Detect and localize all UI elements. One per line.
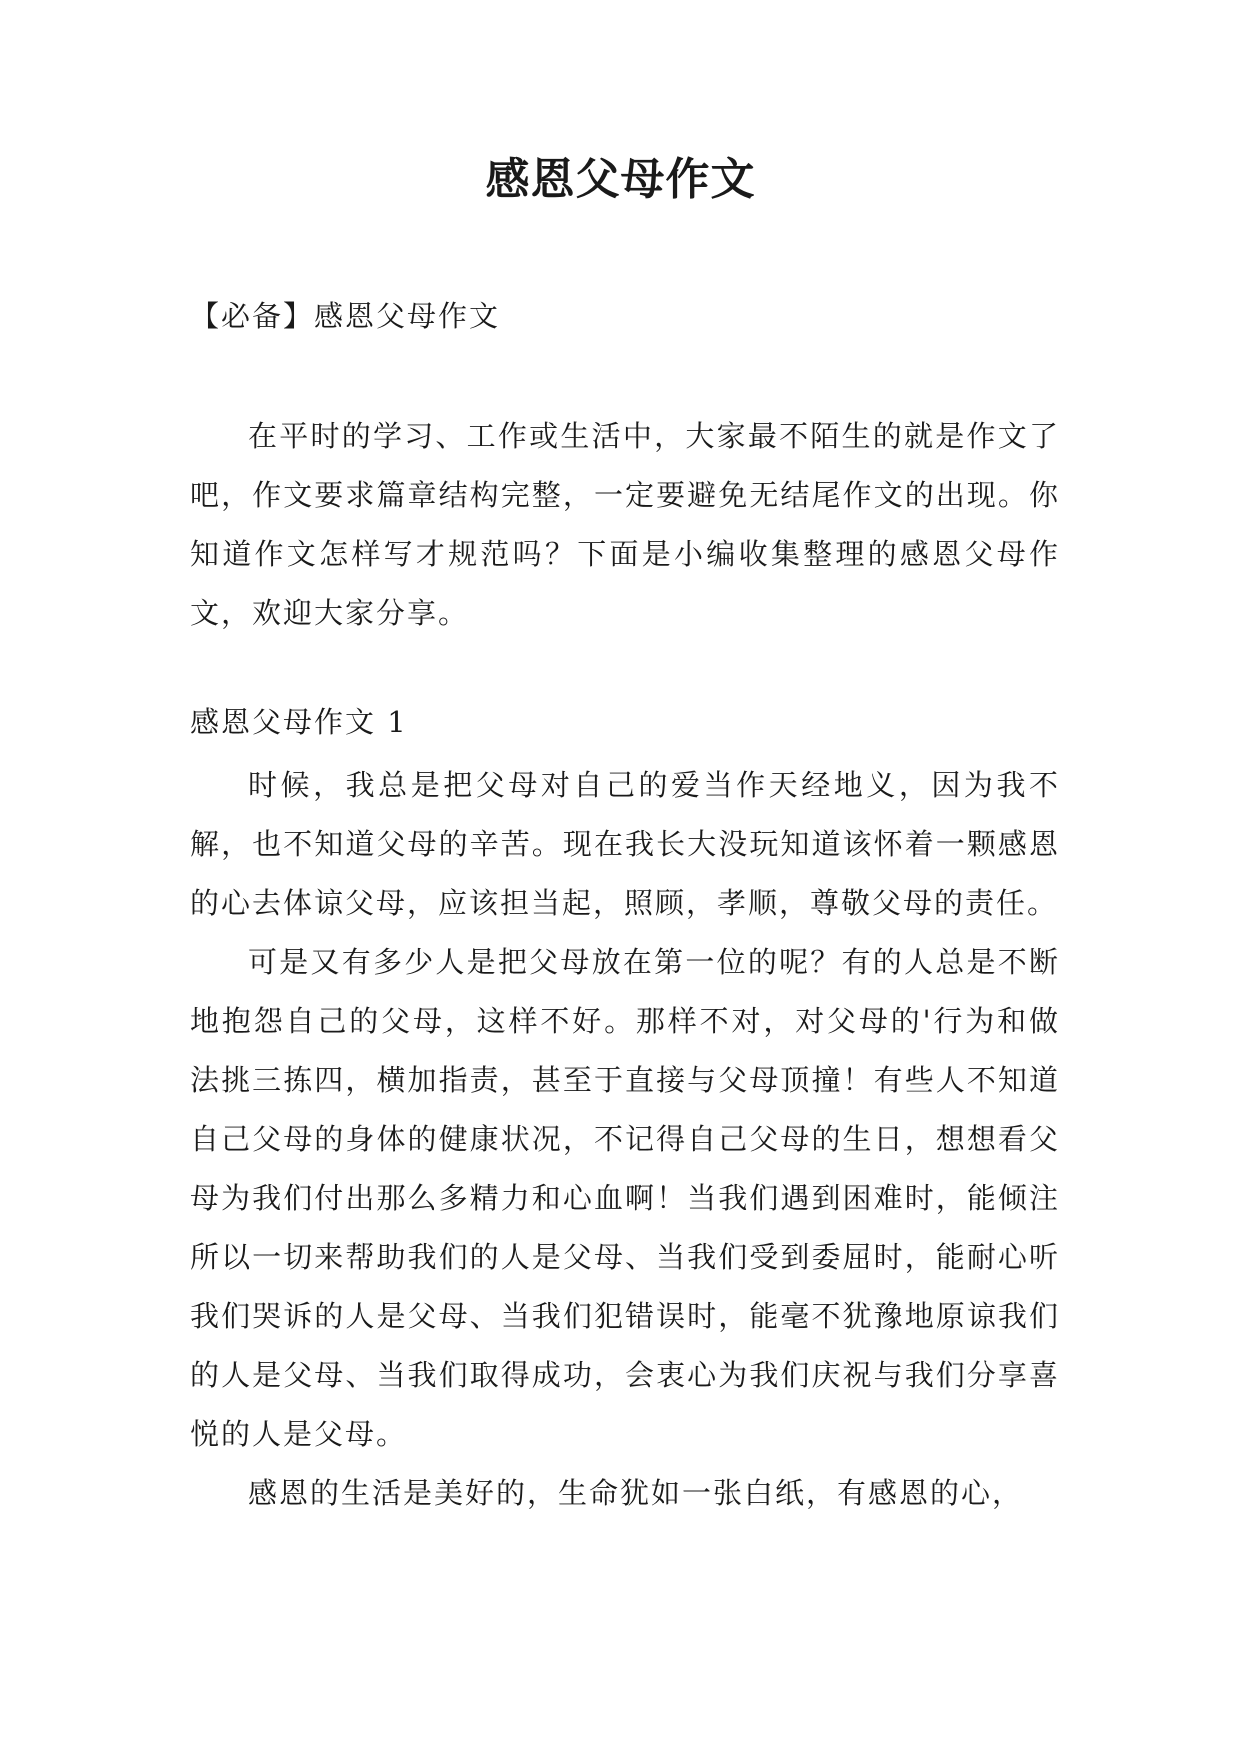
essay-paragraph-2: 可是又有多少人是把父母放在第一位的呢？有的人总是不断地抱怨自己的父母，这样不好。那样不对，对父母的'行为和做法挑三拣四，横加指责，甚至于直接与父母顶撞！有些人不知道自己父母的身体的健康状况，不记得自己父母的生日，想想看父母为我们付出那么多精力和心血啊！当我们遇到困难时，能倾注所以一切来帮助我们的人是父母、当我们受到委屈时，能耐心听我们哭诉的人是父母、当我们犯错误时，能毫不犹豫地原谅我们的人是父母、当我们取得成功，会衷心为我们庆祝与我们分享喜悦的人是父母。	[190, 945, 1060, 1451]
document-subtitle: 【必备】感恩父母作文	[190, 299, 501, 333]
intro-block	[190, 407, 1060, 643]
essay-paragraph-3: 感恩的生活是美好的，生命犹如一张白纸，有感恩的心，	[248, 1476, 1024, 1510]
section-title: 感恩父母作文 1	[190, 705, 408, 739]
intro-paragraph: 在平时的学习、工作或生活中，大家最不陌生的就是作文了吧，作文要求篇章结构完整，一定要避免无结尾作文的出现。你知道作文怎样写才规范吗？下面是小编收集整理的感恩父母作文，欢迎大家分享。	[190, 419, 1060, 630]
page-title: 感恩父母作文	[485, 154, 756, 205]
essay-paragraph-1: 时候，我总是把父母对自己的爱当作天经地义，因为我不解，也不知道父母的辛苦。现在我长大没玩知道该怀着一颗感恩的心去体谅父母，应该担当起，照顾，孝顺，尊敬父母的责任。	[190, 768, 1060, 920]
essay-body	[190, 756, 1060, 1523]
